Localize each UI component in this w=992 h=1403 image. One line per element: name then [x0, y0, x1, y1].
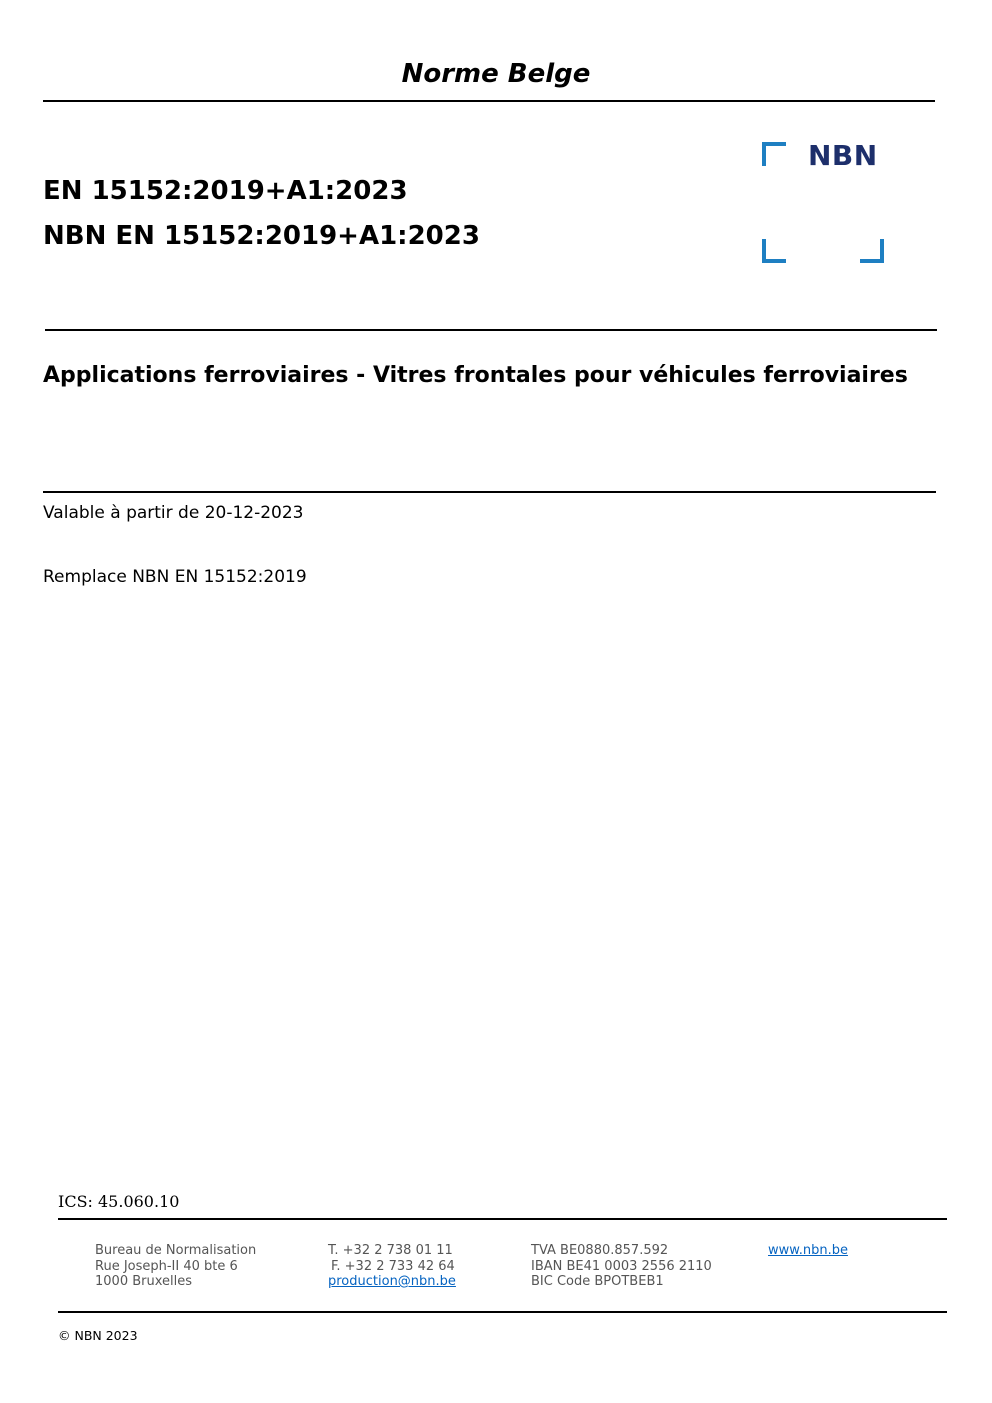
document-type-heading: Norme Belge	[401, 59, 591, 89]
bic-code: BIC Code BPOTBEB1	[531, 1274, 664, 1289]
phone-number: T. +32 2 738 01 11	[328, 1243, 453, 1258]
footer-contact	[328, 1243, 456, 1290]
footer-website	[768, 1243, 848, 1259]
address-line: Rue Joseph-II 40 bte 6	[95, 1258, 238, 1274]
title-top-divider	[45, 329, 937, 331]
logo-corner-top-left	[762, 142, 786, 166]
footer-bank-info	[531, 1243, 712, 1290]
website-link[interactable]: www.nbn.be	[768, 1243, 848, 1258]
document-title: Applications ferroviaires - Vitres frontales pour véhicules ferroviaires	[43, 363, 908, 388]
nbn-logo	[762, 139, 884, 263]
address-line: Bureau de Normalisation	[95, 1243, 257, 1258]
en-standard-code: EN 15152:2019+A1:2023	[43, 176, 408, 206]
validity-date: Valable à partir de 20-12-2023	[43, 503, 304, 523]
iban-number: IBAN BE41 0003 2556 2110	[531, 1258, 712, 1274]
address-line: 1000 Bruxelles	[95, 1274, 193, 1289]
logo-corner-bottom-right	[860, 239, 884, 263]
header-divider	[43, 100, 935, 102]
logo-corner-bottom-left	[762, 239, 786, 263]
email-link[interactable]: production@nbn.be	[328, 1274, 456, 1289]
copyright-notice: © NBN 2023	[58, 1328, 138, 1343]
footer-top-divider	[58, 1218, 947, 1220]
logo-text: NBN	[808, 139, 878, 172]
fax-number: F. +32 2 733 42 64	[331, 1258, 455, 1274]
title-bottom-divider	[43, 491, 936, 493]
nbn-standard-code: NBN EN 15152:2019+A1:2023	[43, 221, 480, 251]
footer-bottom-divider	[58, 1311, 947, 1313]
ics-code: ICS: 45.060.10	[58, 1192, 180, 1211]
vat-number: TVA BE0880.857.592	[531, 1243, 669, 1258]
footer-address	[95, 1243, 256, 1290]
replaces-standard: Remplace NBN EN 15152:2019	[43, 567, 307, 587]
